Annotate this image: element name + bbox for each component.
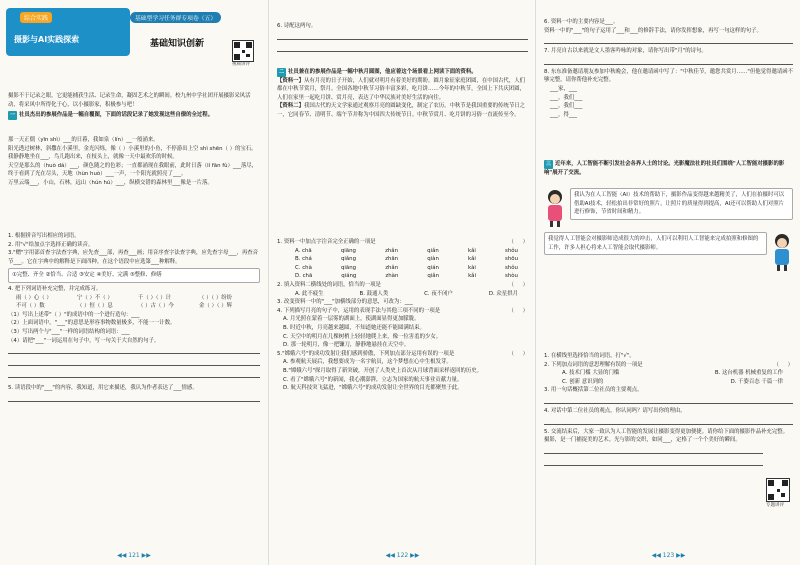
option[interactable]: D. 航天科技突飞猛进，"嫦娥六号"的成功发射让全世界的目光都聚焦于此。 [283,385,463,392]
section-2-heading: 二 社员兼在的参展作品是一幅中秋月圆图，他应着这个场景看上网读下面的资料。 [279,69,477,75]
page-123 [535,0,800,565]
question-5: 5."嫦娥六号"的成功发射让我们感到骄傲，下列加点部分运用有误的一项是 （ ） [277,350,528,357]
page-number: ◀◀ 121 ▶▶ [117,552,151,559]
qr-code-icon[interactable] [232,40,254,62]
definition-box: ①完整、齐全 ②恰当、合适 ③安定 ④美好、完满 ⑤整修、修缮 [8,268,260,283]
option[interactable]: B."嫦娥六号"探月取得了新突破，开创了人类史上首次从月球背面采样返回的历史。 [283,367,483,374]
answer-line[interactable] [544,457,763,466]
section-tag: 一 [10,112,16,119]
option-row[interactable]: A. chā qiāng zhǎn qiǎn kǎi shǒu [295,247,518,254]
qr-caption: 专题讲评 [766,503,784,508]
passage-line: 天空是那么的（huò dá）___，颜色随之的色彩；一直都涌现在我眼前，此时日落（lí fān fù）___落尽，终于看到了光在尽头，天地（hùn huò）___一声，一个阳光就照亮了___。 [8,162,258,178]
section-3-questions [544,352,793,469]
passage-line: 我静静地坐在___，鸟儿跑出来，在枝头上，就像一天中最欢乐的时候。 [8,154,178,161]
question-7: 7. 月亮自古以来就是文人墨客吟咏的对象，请你写出带"月"的诗句。 [544,48,707,55]
idiom-blank[interactable]: 雨（ ）心（ ） [16,294,52,301]
section-tag: 三 [546,161,552,167]
option-row[interactable]: A. 技术门槛 大显的门槛 B. 这台机器 机械重复的工作 [562,370,783,377]
intro-block [8,92,260,120]
page-121 [0,0,268,565]
intro-text: 摄影不于记录之眼，它更能捕获生活、记录生命，凝固艺术之的瞬间。校九州中学社团开展摄影采风活动，将采风中所得化于心，以小摄影家，积极参与吧！ [8,93,251,108]
idiom-blank[interactable]: 千（ ）（ ）计 [138,294,172,301]
fill-line[interactable]: ___家，___ [550,85,577,92]
sub-question: （3）写出两个与"___"一样的词语结构的词语：___ [8,328,130,335]
section-tag: 二 [279,69,285,75]
option-row[interactable]: C. chà qiāng zhǎn qián kài shǒu [295,264,518,271]
answer-line[interactable] [277,31,528,40]
passage-line: 阳光透过树林，斜撒在小溪里，金光闪烁，像（ ）小溪里的小鱼，不停游出上空 shì shēn（ ）的宝石。 [8,145,257,152]
question-4: 4. 对话中第二位社员的观点，你认同吗？请写出你的理由。 [544,407,686,414]
material-1: 【资料一】从有月亮的日子开始，人们就对明月有着美好的期盼。圆月象征家庭团圆，在中国古代，人们都在中秋节赏月，祭月。全国各地中秋节习俗丰富多彩，吃月饼……今年的中秋节，全国上下共庆团圆，人们在家里一起吃月饼、赏月亮，表达了中华民族对美好生活的向往。 [277,77,525,101]
question-8: 8. 东东准备邀请朋友参加中秋晚会，他在邀请函中写了："中秋佳节，邀您共赏月……"但他觉得邀请函不够完整，请你帮他补充完整。 [544,68,794,84]
qr-code-icon[interactable] [766,478,790,502]
idiom-blank[interactable]: （ ）（ ）纷纷 [199,294,233,301]
question-3: 3."赠"字用部首查字法查字典，应先查___部，再查___画；用音序查字法查字典，应先查字母___，再查音节___。它在字典中的解释是下面四种，在这个语段中应选第___种解释。 [8,250,258,265]
top-question [277,22,528,55]
material-2: 【资料二】我国古代的天文学家通过观察月亮的圆缺变化，制定了农历。中秋节是我国重要的传统节日之一，它同春节、清明节、端午节并称为中国四大传统节日。中秋节赏月、吃月饼的习俗一直流传至今。 [277,103,525,118]
qr-caption: 视频讲评 [232,62,250,67]
option[interactable]: D. 那一轮明月，像一把镰刀，静静地悬挂在天空中。 [283,342,410,349]
page-number: ◀◀ 122 ▶▶ [385,552,420,559]
section-2-questions [277,238,528,393]
question-6b: 资料一中的"___"的句子运用了___和___的修辞手法，请你发挥想象，再写一句这样的句子。 [544,27,762,34]
answer-line[interactable] [8,393,260,402]
questions [8,232,260,405]
option[interactable]: A. 参观航天展后，我想要成为一名宇航员，这个梦想在心中生根发芽。 [283,359,452,366]
idiom-blank[interactable]: 宁（ ）不（ ） [77,294,113,301]
fill-line[interactable]: ___，我们___ [550,103,583,110]
section-2 [277,68,528,120]
question-5: 5. 读语段中的"___"的内容，我知道，用它来描述，我认为作者表达了___情感。 [8,385,198,392]
option-row[interactable]: C. 创新 意识到的 D. 千姿百态 千篇一律 [562,378,783,385]
option[interactable]: A. 月光照在蒙着一层雾的湖面上，使湖面显得更加朦胧。 [283,316,420,323]
question-1: 1. 根据拼音写出相应的词语。 [8,233,80,239]
section-3 [544,160,793,177]
answer-line[interactable] [544,416,793,425]
sub-question: （2）上面词语中，"___"的意思是形容事物数量极多，不能一一计数。 [8,320,176,327]
question-4: 4. 把下列词语补充完整，并完成练习。 [8,285,102,292]
answer-line[interactable] [8,369,260,378]
question-6: 6. 诗配这两句。 [277,23,317,29]
option-row[interactable]: D. chā qiáng zhàn qiǎn kǎi shòu [295,273,518,280]
option[interactable]: C. 看了"嫦娥六号"的新闻，我心潮澎湃，立志为国家的航天事业贡献力量。 [283,376,463,383]
question-2: 2. 用"√"给加点字选择正确的读音。 [8,241,94,248]
idiom-blank[interactable]: （ ）恒（ ）息 [77,303,113,310]
question-2: 2. 下列加点词语的意思理解有误的一项是 （ ） [544,361,793,368]
answer-line[interactable] [544,56,793,65]
option[interactable]: B. 时近中秋，月亮越来越圆，不知道她还能不能圆满结束。 [283,324,425,331]
question-3: 3. 用一句话概括第二位社员的主要观点。 [544,387,643,394]
question-3: 3. 改变资料一中的"___"加横线部分的意思，可改为：___ [277,299,413,306]
question-6: 6. 资料一中的主要内容是___。 [544,19,619,25]
page-title: 基础知识创新 [150,39,205,49]
girl-avatar-icon [544,188,566,228]
option-row[interactable]: B. chá qiǎng zhān qiàn kǎi shōu [295,256,518,263]
speech-bubble-1: 我认为在人工智能（AI）技术的帮助下，摄影作品变得越来越精美了，人们在拍摄时可以借助AI技术，轻松拍出非常好的照片，让照片的质量得到提高，AI还可以帮助人们对照片进行修饰，节省时间和精力。 [570,188,793,220]
question-4: 4. 下列描写月亮的句子中，运用的表现手法与其他三项不同的一项是 （ ） [277,307,528,314]
question-2: 2. 填入资料二横线处的词语，恰当的一项是 （ ） [277,281,528,288]
passage-line: 那一天正僵（yīn shì）___的日暮，我如泉（lín）__一般涌来。 [8,137,159,143]
header-subtitle: 摄影与AI实践探索 [14,35,80,44]
idiom-blank[interactable]: 金（ ）（ ）辉 [199,303,233,310]
option[interactable]: C. 天空中的明月在几棵树梢上轻轻地爬上来，像一位害羞的少女。 [283,333,442,340]
answer-line[interactable] [544,35,793,44]
answer-line[interactable] [544,395,793,404]
answer-line[interactable] [544,445,763,454]
passage-line: 万里云端___，小山，石林，远山（hún hú）___，纵横交错的森林里___像是一片落。 [8,179,213,186]
sub-question: （1）写出上述带"（ ）"的成语中的一个进行造句：___ [8,311,140,318]
passage [8,136,260,188]
page-number: ◀◀ 123 ▶▶ [651,552,686,559]
idiom-grid [8,294,260,311]
header-pill: 基础型学习任务群专项卷（五） [130,12,221,23]
idiom-blank[interactable]: 不可（ ）数 [16,303,45,310]
question-5: 5. 交流结束后，大家一致认为人工智能的发展让摄影变得更加便捷。请你给下面的摄影作品补充完整。 [544,428,789,435]
speech-bubble-2: 我觉得人工智能会对摄影师造成很大的冲击，人们可以利用人工智能来完成拍照和修图的工作，许多人担心将来人工智能会取代摄影师。 [544,232,767,255]
header-badge: 综合实践 [20,12,52,23]
question-1: 1. 资料一中加点字注音完全正确的一项是 （ ） [277,239,528,245]
answer-line[interactable] [277,43,528,52]
page-header [0,0,268,67]
question-5b: 摄影，是一门捕捉美的艺术。光与影的交织，如同___，定格了一个个美好的瞬间。 [544,437,741,444]
fill-line[interactable]: ___，我们___ [550,94,583,101]
page-122 [268,0,536,565]
question-1: 1. 在横线里选择恰当的词语，打"√"。 [544,353,635,359]
section-1-heading: 一 社员杰出的参展作品是一幅自覆图，下面的话段记录了她发现这些自僚的全过程。 [10,112,214,119]
fill-line[interactable]: ___，得___ [550,111,577,118]
answer-line[interactable] [8,357,260,366]
questions-top [544,18,793,119]
boy-avatar-icon [771,232,793,272]
header-banner [6,8,130,56]
idiom-blank[interactable]: （ ）古（ ）今 [138,303,174,310]
sub-question: （4）请把"___"一词运用在句子中，写一句关于大自然的句子。 [8,337,160,344]
section-3-heading: 三 近年来，人工智能不断引发社会各界人士的讨论。光影魔法社的社员们围绕"人工智能对摄影的影响"展开了交流。 [544,161,785,176]
answer-line[interactable] [8,345,260,354]
option-row[interactable]: A. 此不疲生 B. 鼓通人类 C. 夜不闭户 D. 众星拱月 [295,290,518,297]
dialogue [544,188,793,272]
